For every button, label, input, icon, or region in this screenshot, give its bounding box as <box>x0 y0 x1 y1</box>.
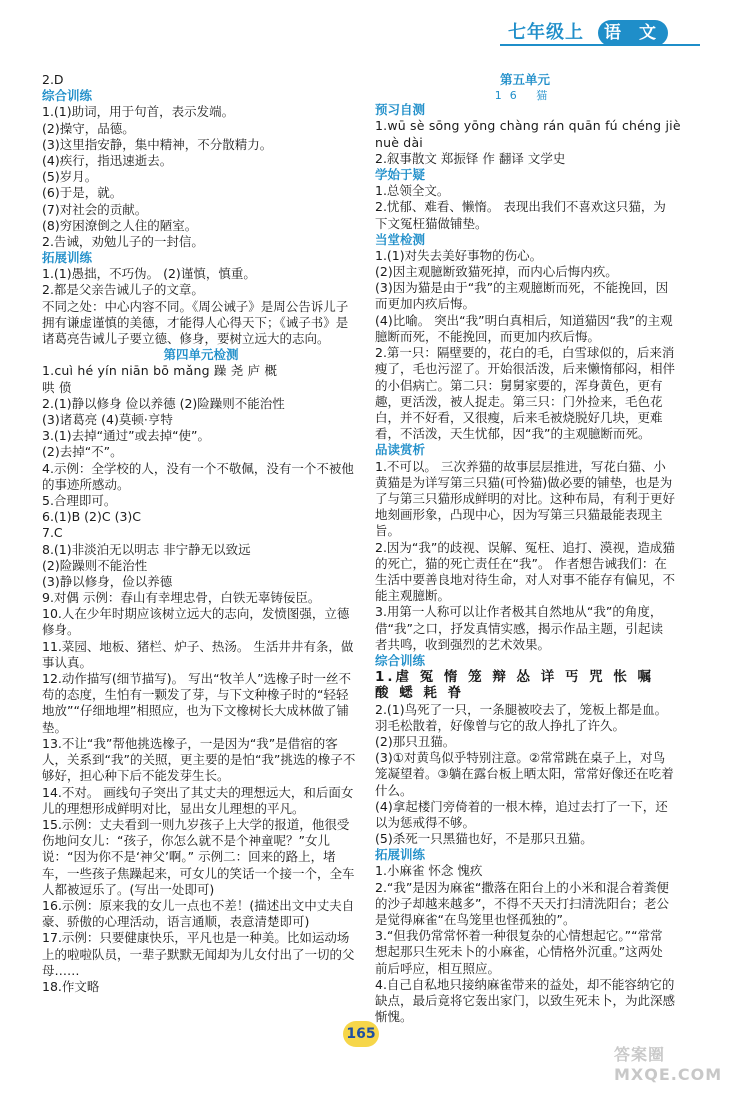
answer-line: (3)诸葛亮 (4)莫顿·亨特 <box>42 411 173 427</box>
answer-line: 5.合理即可。 <box>42 492 117 508</box>
character-line: 1.虐 冤 惰 笼 辩 怂 详 丐 咒 怅 嘱 <box>375 669 655 686</box>
answer-line: (3)静以修身，俭以养德 <box>42 573 173 589</box>
character-line: 酸 蟋 耗 脊 <box>375 685 465 702</box>
page-number: 165 <box>343 1021 379 1047</box>
answer-line: 1.(1)愚拙，不巧伪。 (2)谨慎，慎重。 <box>42 266 256 282</box>
answer-line: 2.(1)静以修身 俭以养德 (2)险躁则不能治性 <box>42 395 285 411</box>
answer-paragraph: (4)比喻。 突出“我”明白真相后，知道猫因“我”的主观臆断而死，不能挽回，而更加内疚后悔。 <box>375 312 673 344</box>
pinyin-line: 哄 偾 <box>42 379 72 395</box>
section-heading: 拓展训练 <box>42 250 93 266</box>
answer-line: (7)对社会的贡献。 <box>42 201 148 217</box>
section-heading: 品读赏析 <box>375 442 426 458</box>
answer-paragraph: 17.示例：只要健康快乐，平凡也是一种美。比如运动场上的啦啦队员，一辈子默默无闻却为儿女付出了一切的父母…… <box>42 930 355 978</box>
answer-paragraph: 1.不可以。 三次养猫的故事层层推进，写花白猫、小黄猫是为详写第三只猫(可怜猫)做必要的铺垫，也是为了与第三只猫形成鲜明的对比。这种布局，有利于更好地刻画形象，凸现中心，因为写第三只猫最能表现主旨。 <box>375 458 676 539</box>
answer-line: 1.总领全文。 <box>375 183 450 199</box>
answer-line: (4)疾行，指迅速逝去。 <box>42 152 173 168</box>
answer-line: (5)杀死一只黑猫也好，不是那只丑猫。 <box>375 831 593 847</box>
answer-line: 2.都是父亲告诫儿子的文章。 <box>42 282 204 298</box>
answer-line: 1.(1)对失去美好事物的伤心。 <box>375 247 543 263</box>
answer-line: (2)因主观臆断致猫死掉，而内心后悔内疚。 <box>375 264 618 280</box>
answer-line: 2.叙事散文 郑振铎 作 翻译 文学史 <box>375 150 566 166</box>
answer-line: (2)操守，品德。 <box>42 120 135 136</box>
answer-line: (3)这里指安静，集中精神，不分散精力。 <box>42 136 273 152</box>
answer-paragraph: 16.示例：原来我的女儿一点也不差！(描述出文中丈夫自豪、骄傲的心理活动，语言通顺，表意清楚即可) <box>42 897 355 930</box>
subject-badge: 语 文 <box>598 20 668 46</box>
answer-line: 6.(1)B (2)C (3)C <box>42 509 142 525</box>
unit-heading: 第五单元 <box>499 72 550 87</box>
answer-paragraph: 12.动作描写(细节描写)。 写出“牧羊人”选橡子时一丝不苟的态度，生怕有一颗发了芽，与下文种橡子时的“轻轻地放”“仔细地埋”相照应，也为下文橡树长大成林做了铺垫。 <box>42 671 352 735</box>
grade-label: 七年级上 <box>508 22 584 43</box>
answer-line: (8)穷困潦倒之人住的陋室。 <box>42 217 198 233</box>
section-heading: 综合训练 <box>375 652 426 668</box>
answer-paragraph: 11.菜园、地板、猪栏、炉子、热汤。 生活井井有条，做事认真。 <box>42 638 354 670</box>
lesson-title: 16 猫 <box>494 89 556 103</box>
answer-paragraph: 不同之处：中心内容不同。《周公诫子》是周公告诉儿子拥有谦虚谨慎的美德，才能得人心得天下；《诫子书》是诸葛亮告诫儿子要立德、修身，要树立远大的志向。 <box>42 298 349 347</box>
answer-line: 1.(1)助词，用于句首，表示发端。 <box>42 104 235 120</box>
answer-paragraph: 13.不让“我”帮他挑选橡子，一是因为“我”是借宿的客人，关系到“我”的关照，更主要的是怕“我”挑选的橡子不够好，担心种下后不能发芽生长。 <box>42 735 356 784</box>
answer-line: (2)险躁则不能治性 <box>42 557 148 573</box>
answer-paragraph: 2.忧郁、难看、懒惰。 表现出我们不喜欢这只猫，为下文冤枉猫做铺垫。 <box>375 199 666 231</box>
section-heading: 当堂检测 <box>375 231 426 247</box>
answer-line: 9.对偶 示例：春山有幸埋忠骨，白铁无辜铸佞臣。 <box>42 590 321 606</box>
watermark: 答案圈 MXQE.COM <box>614 1045 723 1084</box>
section-heading: 学始于疑 <box>375 166 426 182</box>
answer-paragraph: 4.示例：全学校的人，没有一个不敬佩，没有一个不被他的事迹所感动。 <box>42 460 354 492</box>
answer-line: 18.作文略 <box>42 978 100 994</box>
pinyin-line: nuè dài <box>375 134 423 150</box>
header-rule <box>500 44 700 46</box>
section-heading: 综合训练 <box>42 88 93 104</box>
answer-paragraph: 15.示例：丈夫看到一则九岁孩子上大学的报道，他很受伤地问女儿：“孩子，你怎么就不是个神童呢？”女儿说：“因为你不是‘神父’啊。” 示例二：回来的路上，堵车，一些孩子焦躁起来，可女儿的笑话一个接一个，全车人都被逗乐了。(写出一处即可) <box>42 816 355 897</box>
unit-heading: 第四单元检测 <box>163 347 239 363</box>
answer-line: (2)去掉“不”。 <box>42 444 123 460</box>
answer-line: 8.(1)非淡泊无以明志 非宁静无以致远 <box>42 541 251 557</box>
answer-line: (2)那只丑猫。 <box>375 733 456 749</box>
answer-paragraph: 2.第一只：隔壁要的，花白的毛，白雪球似的，后来消瘦了，毛也污涩了。开始很活泼，后来懒惰郁闷，相伴的小侣病亡。第二只：舅舅家要的，浑身黄色，更有趣，更活泼，被人捉走。第三只：门外捡来，毛色花白，并不好看，又很瘦，后来毛被烧脱好几块，更难看，不活泼，天生忧郁，因“我”的主观臆断而死。 <box>375 345 676 442</box>
answer-paragraph: 2.(1)鸟死了一只，一条腿被咬去了，笼板上都是血。羽毛松散着，好像曾与它的敌人挣扎了许久。 <box>375 701 668 733</box>
answer-line: 7.C <box>42 525 63 541</box>
answer-paragraph: 14.不对。 画线句子突出了其丈夫的理想远大，和后面女儿的理想形成鲜明对比，显出女儿理想的平凡。 <box>42 784 354 816</box>
answer-paragraph: (3)①对黄鸟似乎特别注意。②常常跳在桌子上，对鸟笼凝望着。③躺在露台板上晒太阳，常常好像还在吃着什么。 <box>375 750 674 798</box>
answer-paragraph: (3)因为猫是由于“我”的主观臆断而死，不能挽回，因而更加内疚后悔。 <box>375 280 669 312</box>
pinyin-line: 1.cuì hé yín niān bō mǎng 躁 尧 庐 概 <box>42 363 278 379</box>
answer-paragraph: (4)拿起楼门旁倚着的一根木棒，追过去打了一下，还以为惩戒得不够。 <box>375 798 668 830</box>
answer-paragraph: 2.“我”是因为麻雀“撒落在阳台上的小米和混合着粪便的沙子却越来越多”，不得不天天打扫清洗阳台；老公是觉得麻雀“在鸟笼里也怪孤独的”。 <box>375 879 669 928</box>
answer-paragraph: 3.“但我仍常常怀着一种很复杂的心情想起它。”“常常想起那只生死未卜的小麻雀，心情格外沉重。”这两处前后呼应，相互照应。 <box>375 928 663 976</box>
answer-line: 2.D <box>42 72 64 87</box>
pinyin-line: 1.wū sè sōng yōng chàng rán quān fú chéng jiè <box>375 118 681 134</box>
answer-line: 2.告诫，劝勉儿子的一封信。 <box>42 233 204 249</box>
answer-paragraph: 4.自己自私地只接纳麻雀带来的益处，却不能容纳它的缺点，最后竟将它轰出家门，以致生死未卜，为此深感惭愧。 <box>375 976 676 1025</box>
left-answer-column <box>42 72 360 995</box>
section-heading: 拓展训练 <box>375 847 426 863</box>
answer-line: 1.小麻雀 怀念 愧疚 <box>375 863 483 879</box>
answer-paragraph: 2.因为“我”的歧视、误解、冤枉、追打、漠视，造成猫的死亡，猫的死亡责任在“我”。 作者想告诫我们：在生活中要善良地对待生命，对人对事不能存有偏见，不能主观臆断。 <box>375 539 676 604</box>
answer-line: 3.(1)去掉“通过”或去掉“使”。 <box>42 428 211 444</box>
answer-line: (6)于是，就。 <box>42 185 123 201</box>
answer-paragraph: 3.用第一人称可以让作者极其自然地从“我”的角度，借“我”之口，抒发真情实感，揭示作品主题，引起读者共鸣，收到强烈的艺术效果。 <box>375 604 663 652</box>
answer-paragraph: 10.人在少年时期应该树立远大的志向，发愤图强，立德修身。 <box>42 606 350 638</box>
section-heading: 预习自测 <box>375 102 426 118</box>
right-answer-column <box>375 72 681 1026</box>
answer-line: (5)岁月。 <box>42 169 98 185</box>
